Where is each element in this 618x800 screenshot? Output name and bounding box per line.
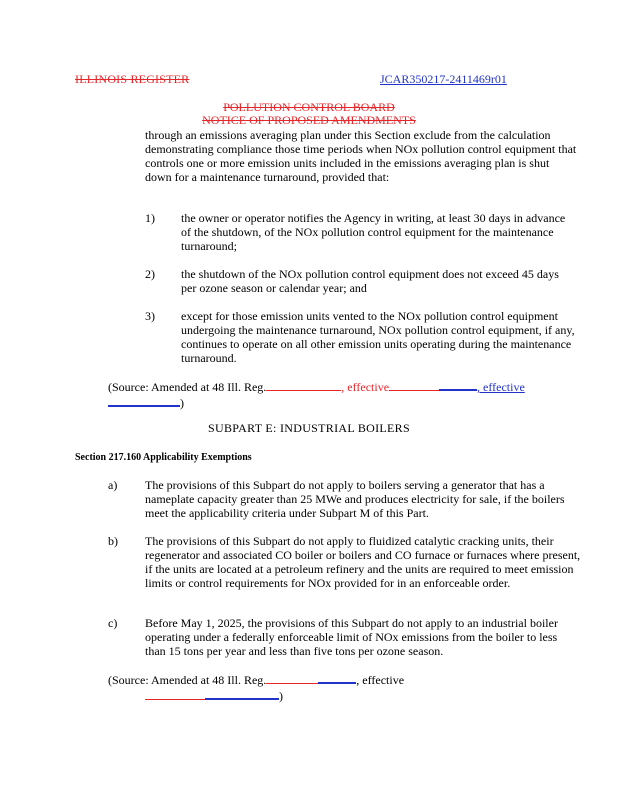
section-letter: b) — [108, 534, 118, 548]
section-heading: Section 217.160 Applicability Exemptions — [75, 452, 252, 463]
source-note-close — [145, 688, 283, 704]
close-paren: ) — [279, 689, 283, 703]
source-note-close — [108, 395, 184, 411]
effective-deleted: , effective — [341, 380, 390, 394]
jcar-code: JCAR350217-2411469r01 — [380, 72, 507, 86]
effective-label: , effective — [356, 673, 405, 687]
blank-line — [318, 672, 356, 684]
source-note — [108, 379, 525, 395]
section-text: Before May 1, 2025, the provisions of this Subpart do not apply to an industrial boiler operating under a federally enforceable limit of NOx emissions from the boiler to less than 15 tons per year and less than five tons per ozone season. — [145, 616, 558, 658]
board-title: POLLUTION CONTROL BOARD — [223, 100, 395, 114]
source-prefix: (Source: Amended at 48 Ill. Reg. — [108, 380, 267, 394]
item-number: 2) — [145, 267, 155, 281]
register-title: ILLINOIS REGISTER — [75, 72, 190, 86]
source-prefix: (Source: Amended at 48 Ill. Reg. — [108, 673, 267, 687]
effective-added: , effective — [477, 380, 525, 394]
blank-line — [389, 380, 439, 391]
blank-line — [266, 380, 341, 391]
close-paren: ) — [180, 396, 184, 410]
blank-line — [266, 673, 318, 684]
item-text: except for those emission units vented to the NOx pollution control equipment undergoing the maintenance turnaround, NOx pollution control equipment, if any, continues to operate on all other emission units operating during the maintenance turnaround. — [181, 309, 575, 365]
notice-title: NOTICE OF PROPOSED AMENDMENTS — [202, 113, 416, 127]
blank-line — [205, 688, 279, 700]
item-number: 3) — [145, 309, 155, 323]
section-letter: c) — [108, 616, 118, 630]
item-text: the shutdown of the NOx pollution control equipment does not exceed 45 days per ozone season or calendar year; and — [181, 267, 559, 295]
section-text: The provisions of this Subpart do not apply to boilers serving a generator that has a nameplate capacity greater than 25 MWe and produces electricity for sale, if the boilers meet the applicability criteria under Subpart M of this Part. — [145, 478, 565, 520]
source-note — [108, 672, 404, 688]
intro-paragraph: through an emissions averaging plan under this Section exclude from the calculation demonstrating compliance those time periods when NOx pollution control equipment that controls one or more emission units included in the emissions averaging plan is shut down for a maintenance turnaround, provided that: — [145, 128, 577, 184]
section-letter: a) — [108, 478, 118, 492]
blank-line — [439, 379, 477, 391]
subpart-heading: SUBPART E: INDUSTRIAL BOILERS — [208, 421, 410, 435]
item-number: 1) — [145, 211, 155, 225]
item-text: the owner or operator notifies the Agency in writing, at least 30 days in advance of the shutdown, of the NOx pollution control equipment for the maintenance turnaround; — [181, 211, 566, 253]
blank-line — [108, 395, 180, 407]
section-text: The provisions of this Subpart do not apply to fluidized catalytic cracking units, their regenerator and associated CO boiler or boilers and CO furnace or furnaces where present, if the units are located at a petroleum refinery and the units are required to meet emission limits or control requirements for NOx provided for in an enforceable order. — [145, 534, 581, 590]
blank-line — [145, 689, 205, 700]
